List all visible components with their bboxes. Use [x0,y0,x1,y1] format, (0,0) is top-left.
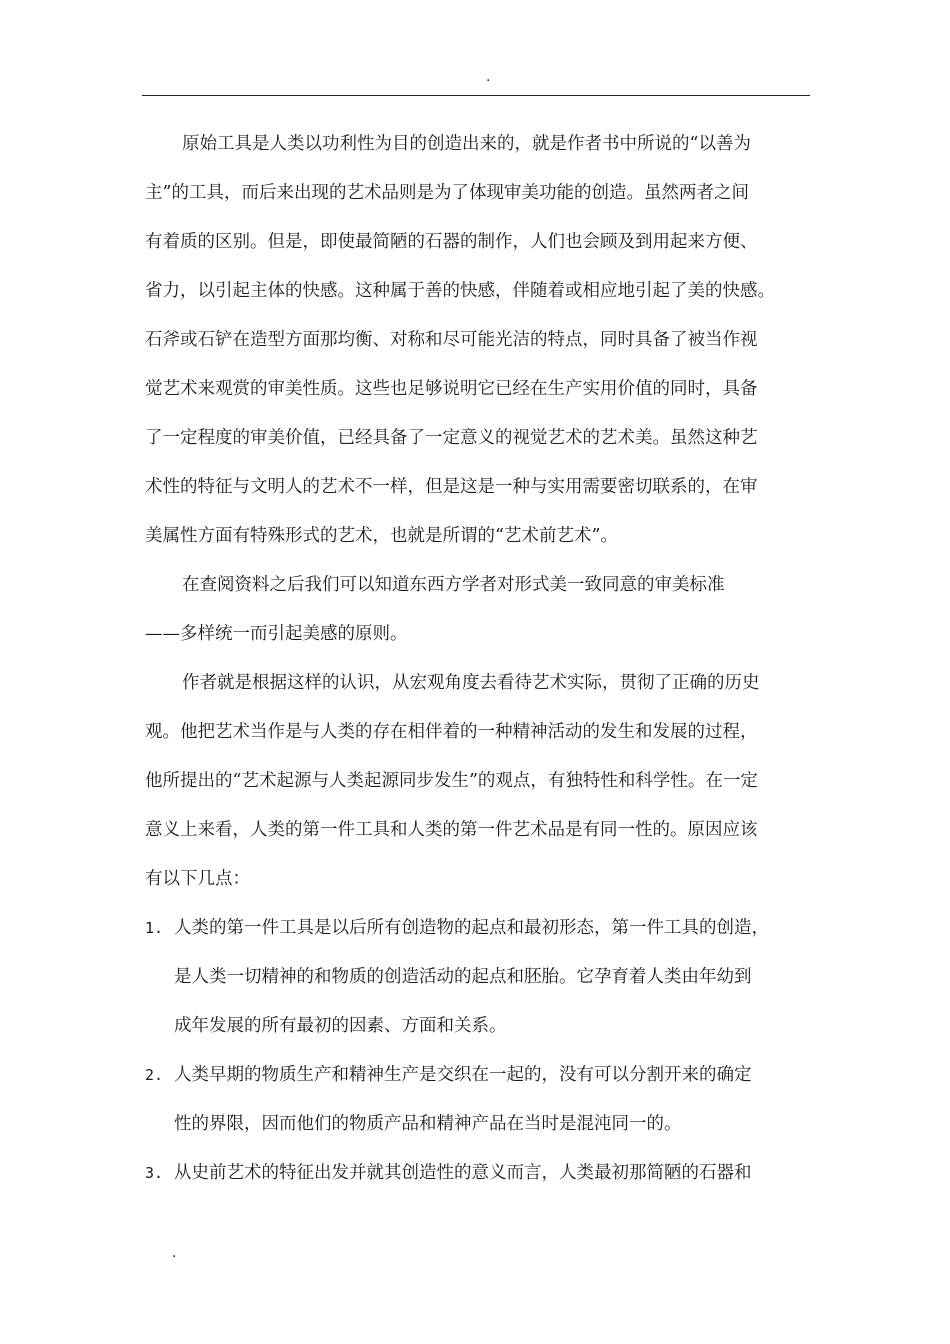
paragraph-line: 了一定程度的审美价值，已经具备了一定意义的视觉艺术的艺术美。虽然这种艺 [145,428,758,448]
paragraph-line: 术性的特征与文明人的艺术不一样，但是这是一种与实用需要密切联系的，在审 [145,477,758,497]
list-item-number: 2. [145,1066,164,1084]
list-item-line: 人类早期的物质生产和精神生产是交织在一起的，没有可以分割开来的确定 [174,1065,752,1085]
paragraph-line: 有着质的区别。但是，即使最简陋的石器的制作，人们也会顾及到用起来方便、 [145,232,758,252]
numbered-list [145,904,835,1198]
header-rule [142,95,810,96]
document-body [145,120,835,1198]
paragraph-1 [145,120,835,561]
paragraph-line: 石斧或石铲在造型方面那均衡、对称和尽可能光洁的特点，同时具备了被当作视 [145,330,758,350]
paragraph-line: 观。他把艺术当作是与人类的存在相伴着的一种精神活动的发生和发展的过程， [145,722,758,742]
list-item-line: 性的界限，因而他们的物质产品和精神产品在当时是混沌同一的。 [174,1114,682,1134]
paragraph-line: 有以下几点： [145,869,250,889]
paragraph-line: ——多样统一而引起美感的原则。 [145,624,408,644]
list-item-line: 是人类一切精神的和物质的创造活动的起点和胚胎。它孕育着人类由年幼到 [174,967,752,987]
list-item-line: 人类的第一件工具是以后所有创造物的起点和最初形态，第一件工具的创造， [174,918,769,938]
paragraph-line: 觉艺术来观赏的审美性质。这些也足够说明它已经在生产实用价值的同时，具备 [145,379,758,399]
paragraph-2 [145,561,835,659]
paragraph-line: 主”的工具，而后来出现的艺术品则是为了体现审美功能的创造。虽然两者之间 [145,183,749,203]
paragraph-line: 美属性方面有特殊形式的艺术，也就是所谓的“艺术前艺术”。 [145,526,618,546]
paragraph-line: 他所提出的“艺术起源与人类起源同步发生”的观点，有独特性和科学性。在一定 [145,771,758,791]
list-item-number: 3. [145,1164,164,1182]
header-dot: . [486,69,491,85]
list-item [145,1051,835,1149]
footer-dot: . [172,1245,177,1261]
list-item [145,904,835,1051]
paragraph-line: 在查阅资料之后我们可以知道东西方学者对形式美一致同意的审美标准 [182,575,725,595]
paragraph-line: 作者就是根据这样的认识，从宏观角度去看待艺术实际，贯彻了正确的历史 [182,673,760,693]
list-item [145,1149,835,1198]
paragraph-line: 原始工具是人类以功利性为目的创造出来的，就是作者书中所说的“以善为 [182,134,751,154]
list-item-line: 成年发展的所有最初的因素、方面和关系。 [174,1016,507,1036]
paragraph-line: 意义上来看，人类的第一件工具和人类的第一件艺术品是有同一性的。原因应该 [145,820,758,840]
paragraph-3 [145,659,835,904]
list-item-line: 从史前艺术的特征出发并就其创造性的意义而言，人类最初那简陋的石器和 [174,1163,752,1183]
list-item-number: 1. [145,919,164,937]
paragraph-line: 省力，以引起主体的快感。这种属于善的快感，伴随着或相应地引起了美的快感。 [145,281,775,301]
